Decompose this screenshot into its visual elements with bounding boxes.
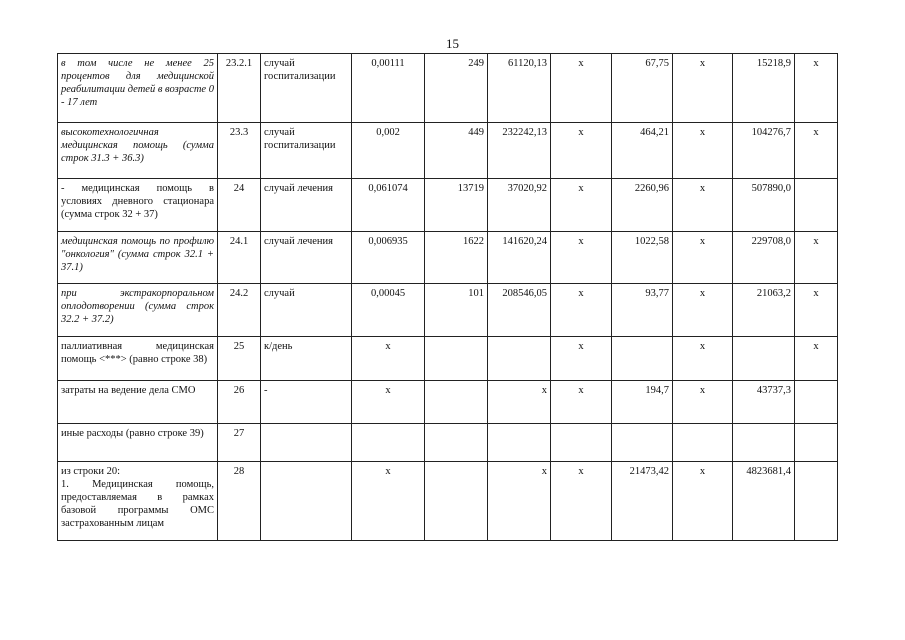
row-col10-cell [795, 424, 838, 462]
row-norm-cell: х [352, 462, 425, 541]
row-norm-cell: 0,061074 [352, 179, 425, 232]
row-col10-cell: х [795, 337, 838, 381]
row-col8-cell: х [673, 54, 733, 123]
row-col8-cell: х [673, 179, 733, 232]
row-col8-cell: х [673, 337, 733, 381]
row-name-cell: из строки 20: 1. Медицинская помощь, предоставляемая в рамках базовой программы ОМС застрахованным лицам [58, 462, 218, 541]
row-norm-cell: х [352, 337, 425, 381]
row-name-cell: высокотехнологичная медицинская помощь (сумма строк 31.3 + 36.3) [58, 123, 218, 179]
row-col10-cell: х [795, 123, 838, 179]
row-col7-cell: 2260,96 [612, 179, 673, 232]
row-name-cell: - медицинская помощь в условиях дневного стационара (сумма строк 32 + 37) [58, 179, 218, 232]
row-col6-cell: х [551, 54, 612, 123]
row-col10-cell: х [795, 54, 838, 123]
row-col7-cell: 67,75 [612, 54, 673, 123]
row-norm-cell: 0,00111 [352, 54, 425, 123]
row-name-cell: при экстракорпоральном оплодотворении (сумма строк 32.2 + 37.2) [58, 284, 218, 337]
table-row [58, 179, 838, 232]
row-col9-cell: 507890,0 [733, 179, 795, 232]
table-row [58, 123, 838, 179]
row-code-cell: 23.2.1 [218, 54, 261, 123]
row-col9-cell: 229708,0 [733, 232, 795, 284]
row-cost-cell [425, 424, 488, 462]
row-cost-cell [425, 381, 488, 424]
table-row [58, 232, 838, 284]
row-norm-cell: 0,002 [352, 123, 425, 179]
row-name-cell: в том числе не менее 25 процентов для медицинской реабилитации детей в возрасте 0 - 17 лет [58, 54, 218, 123]
financing-table [57, 53, 838, 541]
row-col8-cell: х [673, 123, 733, 179]
row-col6-cell: х [551, 337, 612, 381]
row-unit-cell [261, 424, 352, 462]
row-col9-cell: 21063,2 [733, 284, 795, 337]
row-sum-cell [488, 337, 551, 381]
table-row [58, 337, 838, 381]
row-code-cell: 24.2 [218, 284, 261, 337]
row-col8-cell: х [673, 232, 733, 284]
row-unit-cell: к/день [261, 337, 352, 381]
row-unit-cell: случай лечения [261, 232, 352, 284]
table-row [58, 424, 838, 462]
row-norm-cell: х [352, 381, 425, 424]
row-unit-cell [261, 462, 352, 541]
row-sum-cell [488, 424, 551, 462]
row-sum-cell: х [488, 462, 551, 541]
table-row [58, 284, 838, 337]
row-sum-cell: 208546,05 [488, 284, 551, 337]
row-code-cell: 23.3 [218, 123, 261, 179]
row-col7-cell: 21473,42 [612, 462, 673, 541]
row-col7-cell: 93,77 [612, 284, 673, 337]
row-cost-cell [425, 462, 488, 541]
row-norm-cell: 0,006935 [352, 232, 425, 284]
page-number: 15 [446, 36, 459, 51]
row-cost-cell: 1622 [425, 232, 488, 284]
row-cost-cell: 449 [425, 123, 488, 179]
row-code-cell: 24.1 [218, 232, 261, 284]
row-col10-cell [795, 462, 838, 541]
row-col7-cell [612, 424, 673, 462]
row-col10-cell [795, 381, 838, 424]
row-sum-cell: 232242,13 [488, 123, 551, 179]
row-sum-cell: х [488, 381, 551, 424]
row-col8-cell: х [673, 462, 733, 541]
row-col6-cell: х [551, 232, 612, 284]
row-name-cell: иные расходы (равно строке 39) [58, 424, 218, 462]
row-norm-cell [352, 424, 425, 462]
row-unit-cell: случай лечения [261, 179, 352, 232]
row-col6-cell [551, 424, 612, 462]
row-sum-cell: 141620,24 [488, 232, 551, 284]
row-col10-cell: х [795, 284, 838, 337]
row-col7-cell: 1022,58 [612, 232, 673, 284]
row-col8-cell: х [673, 381, 733, 424]
row-col9-cell: 4823681,4 [733, 462, 795, 541]
row-code-cell: 28 [218, 462, 261, 541]
row-col6-cell: х [551, 123, 612, 179]
table-row [58, 54, 838, 123]
row-code-cell: 27 [218, 424, 261, 462]
row-col9-cell: 104276,7 [733, 123, 795, 179]
row-col7-cell [612, 337, 673, 381]
row-col9-cell: 15218,9 [733, 54, 795, 123]
row-col6-cell: х [551, 381, 612, 424]
table-row [58, 462, 838, 541]
row-col9-cell [733, 424, 795, 462]
row-cost-cell: 249 [425, 54, 488, 123]
row-code-cell: 24 [218, 179, 261, 232]
row-unit-cell: - [261, 381, 352, 424]
row-name-cell: медицинская помощь по профилю "онкология" (сумма строк 32.1 + 37.1) [58, 232, 218, 284]
row-unit-cell: случай госпитализации [261, 54, 352, 123]
row-col8-cell: х [673, 284, 733, 337]
row-norm-cell: 0,00045 [352, 284, 425, 337]
row-col10-cell: х [795, 232, 838, 284]
row-col7-cell: 464,21 [612, 123, 673, 179]
row-col8-cell [673, 424, 733, 462]
row-code-cell: 25 [218, 337, 261, 381]
row-sum-cell: 37020,92 [488, 179, 551, 232]
table-row [58, 381, 838, 424]
row-unit-cell: случай госпитализации [261, 123, 352, 179]
row-col9-cell [733, 337, 795, 381]
row-col6-cell: х [551, 462, 612, 541]
row-cost-cell: 13719 [425, 179, 488, 232]
row-col6-cell: х [551, 284, 612, 337]
table-body [58, 54, 838, 541]
row-cost-cell: 101 [425, 284, 488, 337]
row-col10-cell [795, 179, 838, 232]
row-unit-cell: случай [261, 284, 352, 337]
row-sum-cell: 61120,13 [488, 54, 551, 123]
row-code-cell: 26 [218, 381, 261, 424]
row-cost-cell [425, 337, 488, 381]
row-col7-cell: 194,7 [612, 381, 673, 424]
row-col6-cell: х [551, 179, 612, 232]
row-col9-cell: 43737,3 [733, 381, 795, 424]
row-name-cell: затраты на ведение дела СМО [58, 381, 218, 424]
row-name-cell: паллиативная медицинская помощь <***> (равно строке 38) [58, 337, 218, 381]
